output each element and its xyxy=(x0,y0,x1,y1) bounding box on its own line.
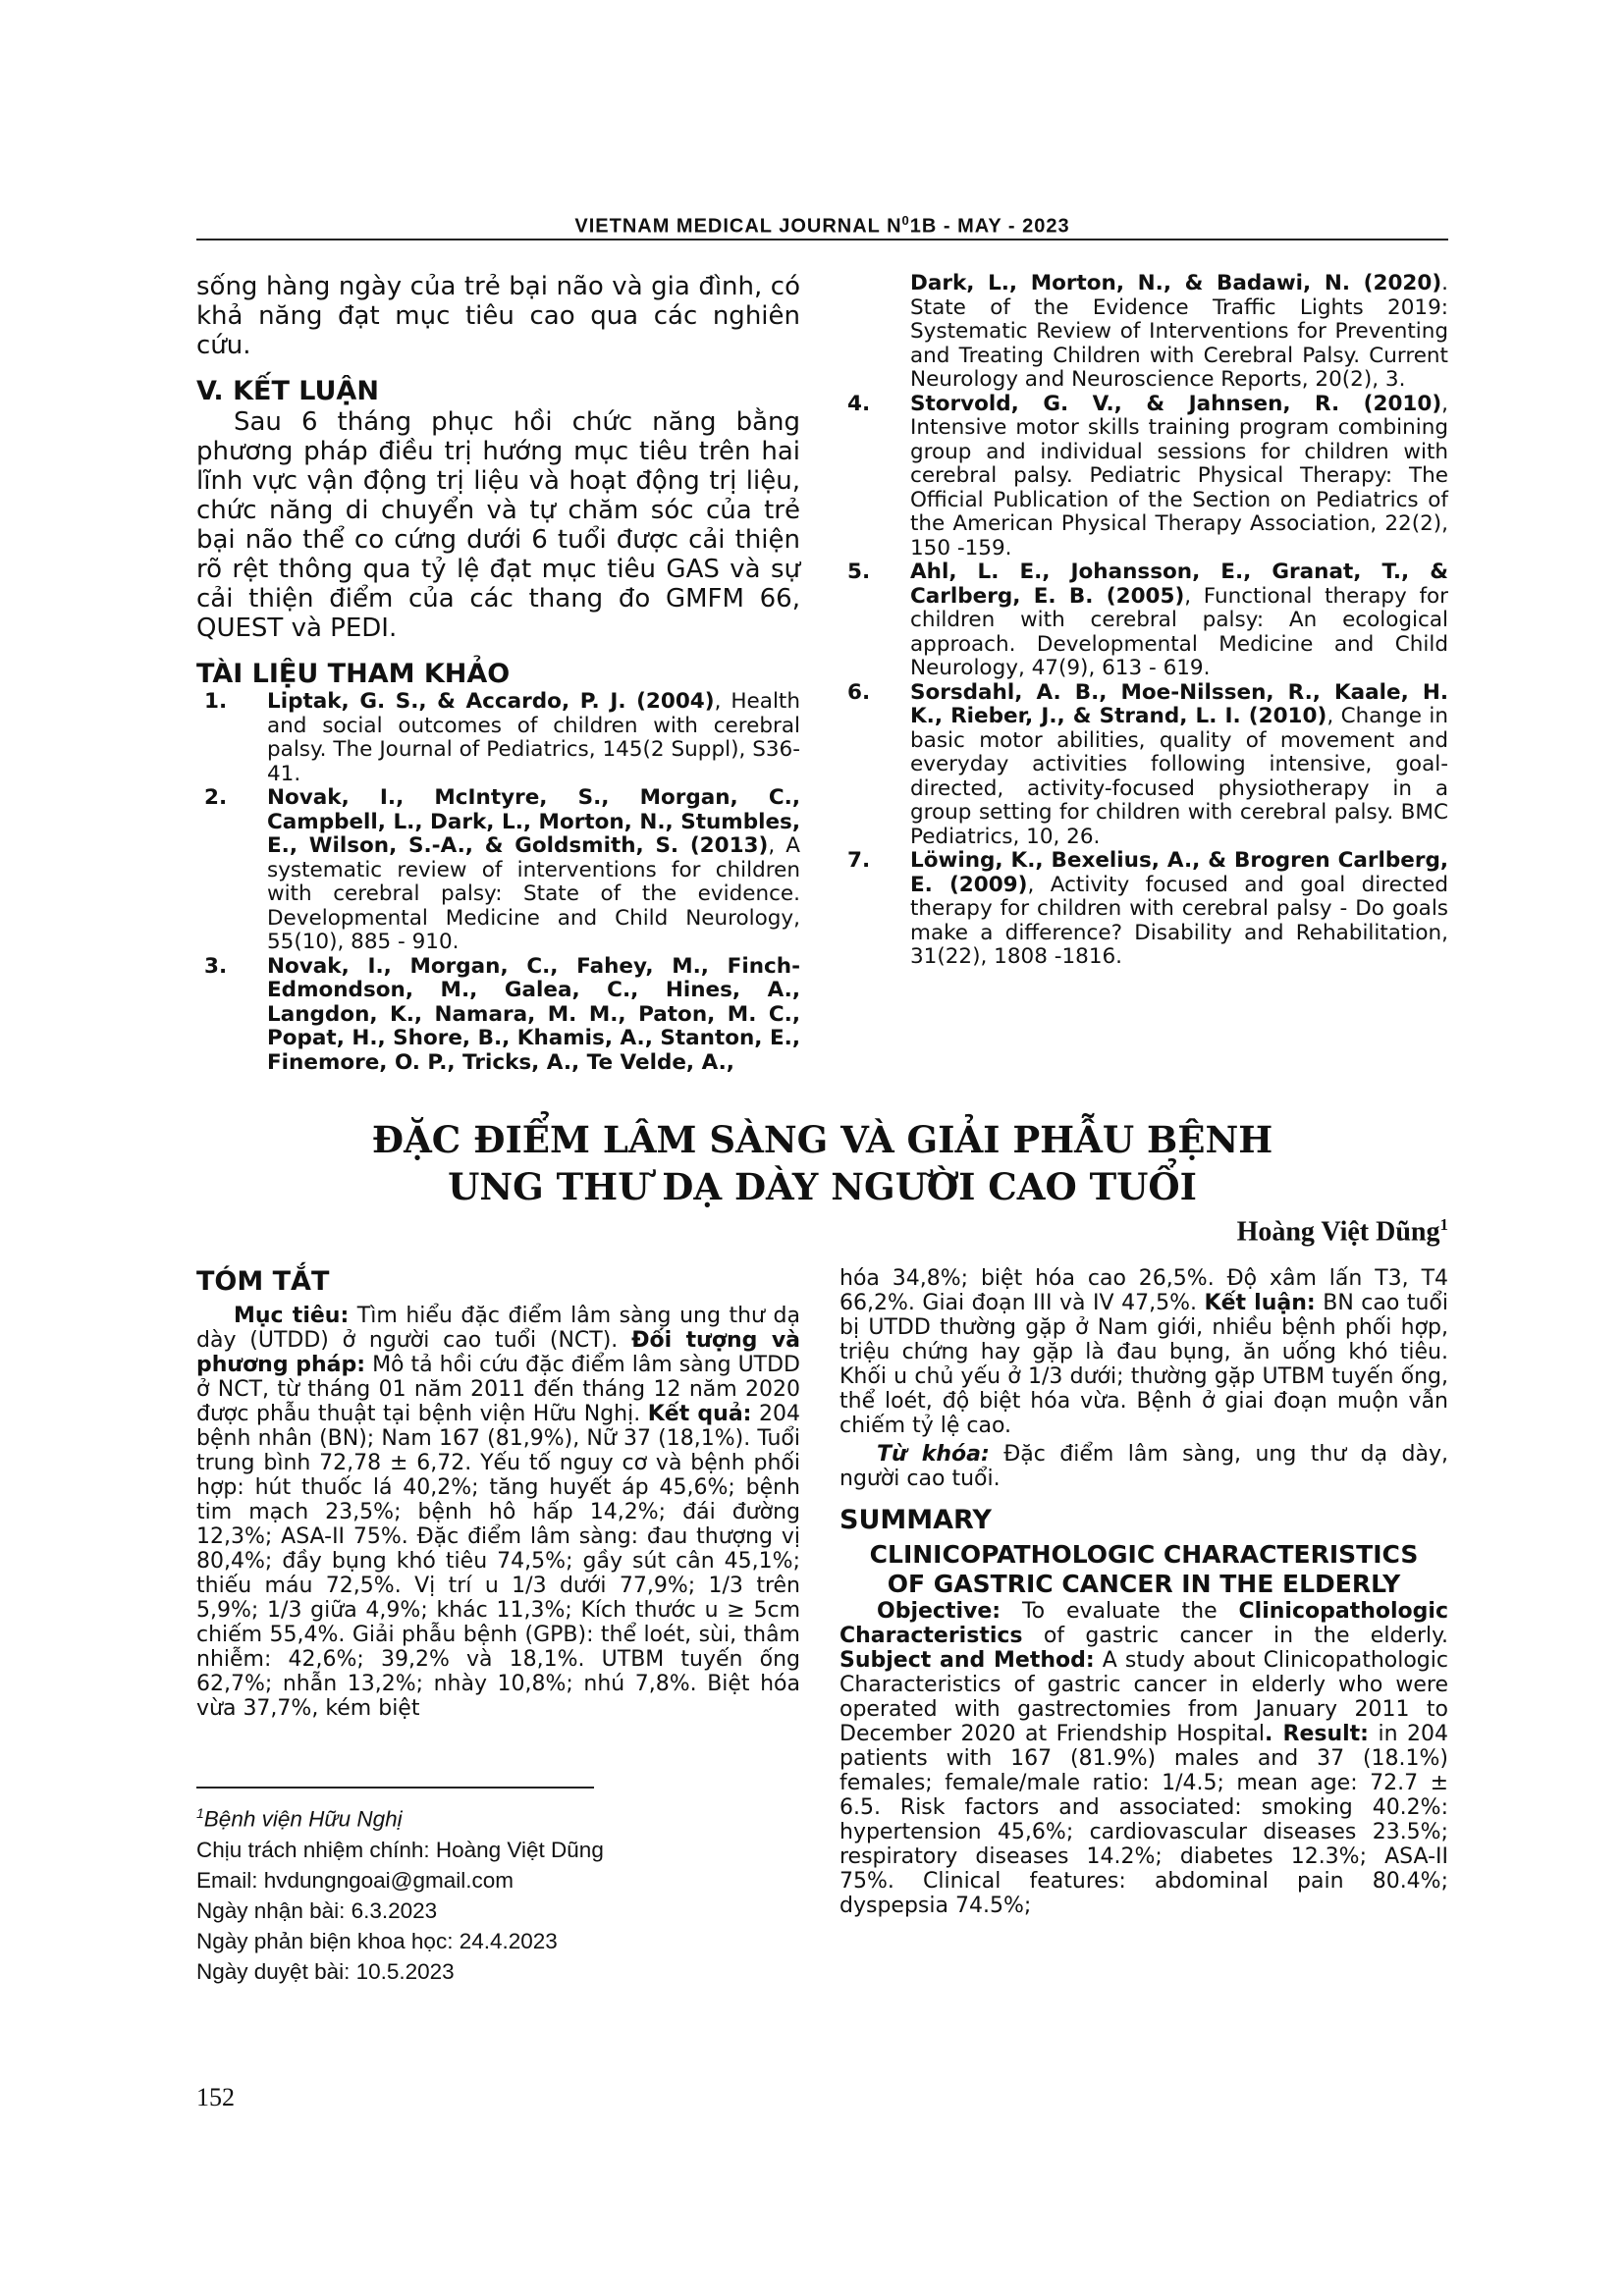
intro-paragraph: sống hàng ngày của trẻ bại não và gia đình, có khả năng đạt mục tiêu cao qua các nghiên cứu. xyxy=(196,272,800,360)
abstract-vi xyxy=(196,1266,800,1721)
author-affiliation-mark: 1 xyxy=(1439,1215,1448,1234)
summary-heading: SUMMARY xyxy=(839,1505,992,1535)
right-column-bottom xyxy=(839,1266,1448,1918)
running-header xyxy=(196,213,1448,239)
footnote-responsible: Chịu trách nhiệm chính: Hoàng Việt Dũng xyxy=(196,1837,604,1862)
footnote xyxy=(196,1798,604,1987)
page-number: 152 xyxy=(196,2083,235,2111)
footnote-reviewed: Ngày phản biện khoa học: 24.4.2023 xyxy=(196,1928,558,1953)
reference-item: 6. Sorsdahl, A. B., Moe-Nilssen, R., Kaale, H. K., Rieber, J., & Strand, L. I. (2010), Change in basic motor abilities, quality of movement and everyday activities following intensive, goal-directed, activity-focused physiotherapy in a group setting for children with cerebral palsy. BMC Pediatrics, 10, 26. xyxy=(847,679,1449,849)
footnote-received: Ngày nhận bài: 6.3.2023 xyxy=(196,1897,438,1923)
footnote-rule xyxy=(196,1787,594,1789)
article-title xyxy=(196,1116,1448,1210)
journal-name: VIETNAM MEDICAL JOURNAL N xyxy=(574,215,902,238)
author-name: Hoàng Việt Dũng xyxy=(1236,1216,1440,1248)
article-title-line-2: UNG THƯ DẠ DÀY NGƯỜI CAO TUỔI xyxy=(448,1165,1197,1208)
keywords: Từ khóa: Đặc điểm lâm sàng, ung thư dạ dày, người cao tuổi. xyxy=(839,1442,1448,1491)
footnote-affiliation: $^1$Bệnh viện Hữu Nghị xyxy=(196,1805,403,1832)
reference-item: 2. Novak, I., McIntyre, S., Morgan, C., Campbell, L., Dark, L., Morton, N., Stumbles, E., Wilson, S.-A., & Goldsmith, S. (2013), A systematic review of interventions for children with cerebral palsy: State of the evidence. Developmental Medicine and Child Neurology, 55(10), 885 - 910. xyxy=(204,785,800,954)
conclusion-paragraph: Sau 6 tháng phục hồi chức năng bằng phương pháp điều trị hướng mục tiêu trên hai lĩnh vực vận động trị liệu và hoạt động trị liệu, chức năng di chuyển và tự chăm sóc của trẻ bại não thể co cứng dưới 6 tuổi được cải thiện rõ rệt thông qua tỷ lệ đạt mục tiêu GAS và sự cải thiện điểm của các thang đo GMFM 66, QUEST và PEDI. xyxy=(196,407,800,643)
footnote-accepted: Ngày duyệt bài: 10.5.2023 xyxy=(196,1958,455,1984)
summary-paragraph: Objective: To evaluate the Clinicopathologic Characteristics of gastric cancer in the elderly. Subject and Method: A study about Clinicopathologic Characteristics of gastric cancer in elderly who were operated with gastrectomies from January 2011 to December 2020 at Friendship Hospital. Result: in 204 patients with 167 (81.9%) males and 37 (18.1%) females; female/male ratio: 1/4.5; mean age: 72.7 ± 6.5. Risk factors and associated: smoking 40.2%: hypertension 45,6%; cardiovascular diseases 23.5%; respiratory diseases 14.2%; diabetes 12.3%; ASA-II 75%. Clinical features: abdominal pain 80.4%; dyspepsia 74.5%; xyxy=(839,1599,1448,1918)
summary-title: CLINICOPATHOLOGIC CHARACTERISTICS OF GASTRIC CANCER IN THE ELDERLY xyxy=(869,1540,1419,1598)
author-line xyxy=(884,1215,1448,1248)
abstract-heading: TÓM TẮT xyxy=(196,1266,330,1297)
reference-item: 4. Storvold, G. V., & Jahnsen, R. (2010), Intensive motor skills training program combining group and individual sessions for children with cerebral palsy. Pediatric Physical Therapy: The Official Publication of the Section on Pediatrics of the American Physical Therapy Association, 22(2), 150 -159. xyxy=(847,391,1448,561)
reference-item-continued: Dark, L., Morton, N., & Badawi, N. (2020). State of the Evidence Traffic Lights 2019: Systematic Review of Interventions for Preventing and Treating Children with Cerebral Palsy. Current Neurology and Neuroscience Reports, 20(2), 3. xyxy=(910,271,1448,392)
references-heading: TÀI LIỆU THAM KHẢO xyxy=(196,659,511,689)
references-list-left xyxy=(196,690,800,1075)
reference-item: 7. Löwing, K., Bexelius, A., & Brogren Carlberg, E. (2009), Activity focused and goal directed therapy for children with cerebral palsy - Do goals make a difference? Disability and Rehabilitation, 31(22), 1808 -1816. xyxy=(847,848,1448,969)
conclusion-heading: V. KẾT LUẬN xyxy=(196,376,379,406)
left-column-top xyxy=(196,272,800,1075)
issue-date: 1B - MAY - 2023 xyxy=(909,215,1070,238)
footnote-email: Email: hvdungngoai@gmail.com xyxy=(196,1867,514,1893)
header-rule xyxy=(196,239,1448,240)
abstract-continued: hóa 34,8%; biệt hóa cao 26,5%. Độ xâm lấn T3, T4 66,2%. Giai đoạn III và IV 47,5%. Kết luận: BN cao tuổi bị UTDD thường gặp ở Nam giới, nhiều bệnh phối hợp, triệu chứng hay gặp là đau bụng, ăn uống khó tiêu. Khối u chủ yếu ở 1/3 dưới; thường gặp UTBM tuyến ống, thể loét, độ biệt hóa vừa. Bệnh ở giai đoạn muộn vẫn chiếm tỷ lệ cao. xyxy=(839,1266,1448,1438)
reference-item: 5. Ahl, L. E., Johansson, E., Granat, T., & Carlberg, E. B. (2005), Functional therapy for children with cerebral palsy: An ecological approach. Developmental Medicine and Child Neurology, 47(9), 613 - 619. xyxy=(847,560,1449,680)
issue-number-superscript: 0 xyxy=(901,213,910,228)
references-list-right xyxy=(839,272,1448,970)
article-title-line-1: ĐẶC ĐIỂM LÂM SÀNG VÀ GIẢI PHẪU BỆNH xyxy=(371,1118,1273,1161)
reference-item: 1. Liptak, G. S., & Accardo, P. J. (2004), Health and social outcomes of children with cerebral palsy. The Journal of Pediatrics, 145(2 Suppl), S36-41. xyxy=(204,689,800,786)
reference-item: 3. Novak, I., Morgan, C., Fahey, M., Finch-Edmondson, M., Galea, C., Hines, A., Langdon, K., Namara, M. M., Paton, M. C., Popat, H., Shore, B., Khamis, A., Stanton, E., Finemore, O. P., Tricks, A., Te Velde, A., xyxy=(204,953,800,1075)
right-column-top xyxy=(839,272,1448,970)
abstract-paragraph: Mục tiêu: Tìm hiểu đặc điểm lâm sàng ung thư dạ dày (UTDD) ở người cao tuổi (NCT). Đối tượng và phương pháp: Mô tả hồi cứu đặc điểm lâm sàng UTDD ở NCT, từ tháng 01 năm 2011 đến tháng 12 năm 2020 được phẫu thuật tại bệnh viện Hữu Nghị. Kết quả: 204 bệnh nhân (BN); Nam 167 (81,9%), Nữ 37 (18,1%). Tuổi trung bình 72,78 ± 6,72. Yếu tố nguy cơ và bệnh phối hợp: hút thuốc lá 40,2%; tăng huyết áp 45,6%; bệnh tim mạch 23,5%; bệnh hô hấp 14,2%; đái đường 12,3%; ASA-II 75%. Đặc điểm lâm sàng: đau thượng vị 80,4%; đầy bụng khó tiêu 74,5%; gầy sút cân 45,1%; thiếu máu 72,5%. Vị trí u 1/3 dưới 77,9%; 1/3 trên 5,9%; 1/3 giữa 4,9%; khác 11,3%; Kích thước u ≥ 5cm chiếm 55,4%. Giải phẫu bệnh (GPB): thể loét, sùi, thâm nhiễm: 42,6%; 39,2% và 18,1%. UTBM tuyến ống 62,7%; nhẫn 13,2%; nhày 10,8%; nhú 7,8%. Biệt hóa vừa 37,7%, kém biệt xyxy=(196,1304,801,1721)
